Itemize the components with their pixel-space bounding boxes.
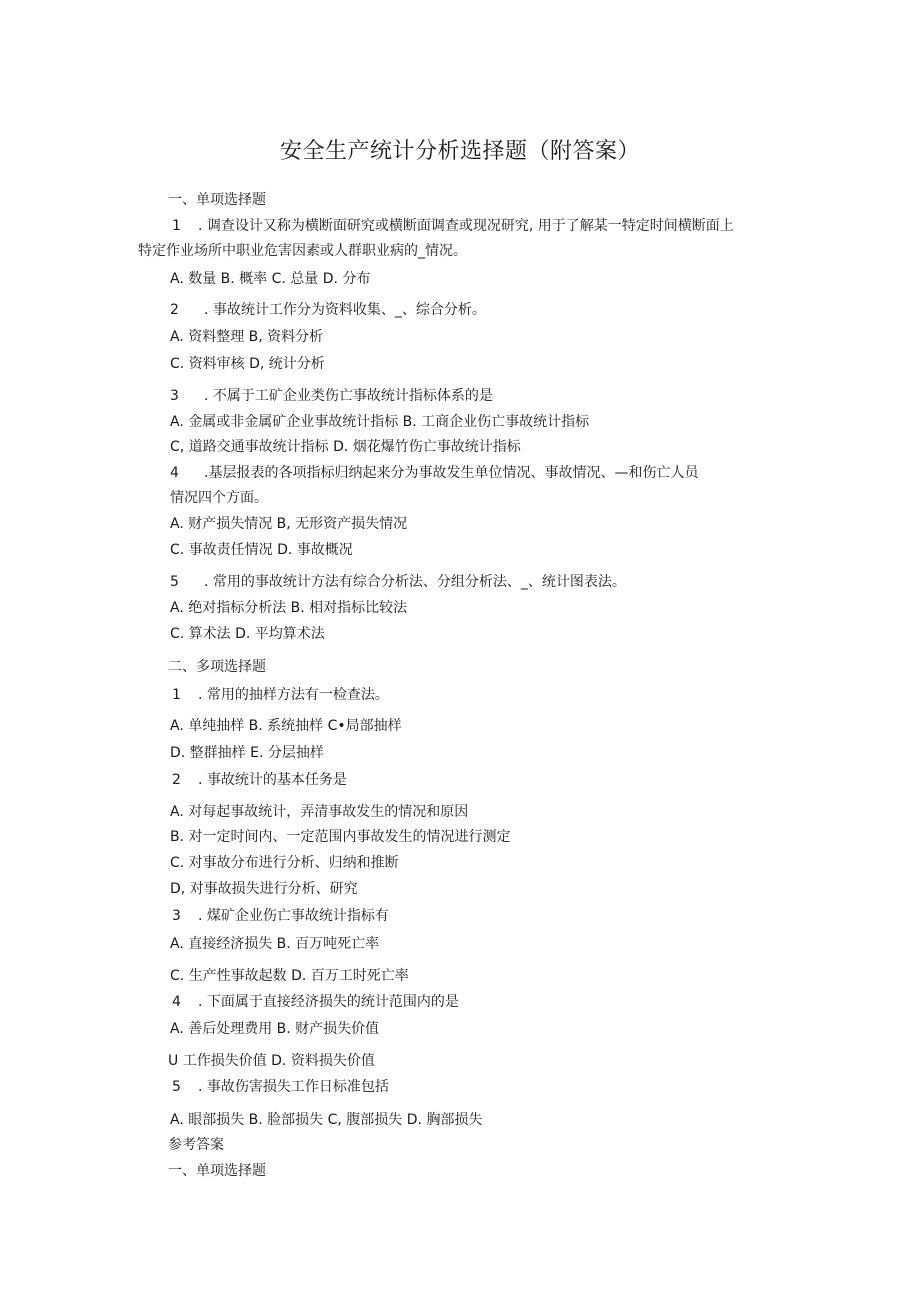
- question-text: [170, 464, 698, 482]
- question-text: [170, 387, 493, 405]
- question-options: C. 事故责任情况 D. 事故概况: [170, 542, 353, 558]
- question-text: [172, 907, 389, 925]
- question-options: B. 对一定时间内、一定范围内事故发生的情况进行测定: [170, 829, 511, 845]
- question-options: C. 对事故分布进行分析、归纳和推断: [170, 855, 399, 871]
- question-line: . 常用的事故统计方法有综合分析法、分组分析法、_、统计图表法。: [204, 574, 626, 590]
- question-line: .基层报表的各项指标归纳起来分为事故发生单位情况、事故情况、—和伤亡人员: [204, 465, 699, 481]
- question-options: A. 单纯抽样 B. 系统抽样 C•局部抽样: [170, 718, 402, 734]
- question-line: . 事故统计工作分为资料收集、_、综合分析。: [204, 302, 486, 318]
- question-line: . 常用的抽样方法有一检查法。: [198, 687, 389, 703]
- question-number: 2: [172, 772, 181, 788]
- section-heading-single-choice: 一、单项选择题: [168, 192, 266, 208]
- question-options: A. 金属或非金属矿企业事故统计指标 B. 工商企业伤亡事故统计指标: [170, 414, 590, 430]
- question-number: 1: [172, 218, 181, 234]
- question-text: [172, 217, 734, 235]
- answers-section-heading: 一、单项选择题: [168, 1163, 266, 1179]
- question-options: C. 资料审核 D, 统计分析: [170, 356, 325, 372]
- question-text: [172, 771, 347, 789]
- question-options: D, 对事故损失进行分析、研究: [170, 881, 358, 897]
- question-text: [172, 1078, 389, 1096]
- question-options: A. 数量 B. 概率 C. 总量 D. 分布: [170, 271, 371, 287]
- section-heading-multiple-choice: 二、多项选择题: [168, 659, 266, 675]
- question-options: U 工作损失价值 D. 资料损失价值: [168, 1053, 375, 1069]
- question-number: 5: [170, 574, 179, 590]
- answers-heading: 参考答案: [168, 1137, 224, 1153]
- question-number: 5: [172, 1079, 181, 1095]
- question-options: A. 对每起事故统计，弄清事故发生的情况和原因: [170, 804, 469, 820]
- question-options: A. 眼部损失 B. 脸部损失 C, 腹部损失 D. 胸部损失: [170, 1112, 483, 1128]
- question-number: 2: [170, 302, 179, 318]
- question-number: 4: [170, 465, 179, 481]
- question-number: 1: [172, 687, 181, 703]
- question-line: . 调查设计又称为横断面研究或横断面调查或现况研究, 用于了解某一特定时间横断面上: [198, 218, 734, 234]
- question-options: C, 道路交通事故统计指标 D. 烟花爆竹伤亡事故统计指标: [170, 439, 521, 455]
- question-line: . 事故伤害损失工作日标准包括: [198, 1079, 389, 1095]
- question-options: A. 绝对指标分析法 B. 相对指标比较法: [170, 600, 408, 616]
- question-line: 情况四个方面。: [170, 490, 268, 506]
- question-text: [170, 301, 486, 319]
- question-options: A. 资料整理 B, 资料分析: [170, 329, 324, 345]
- question-line: 特定作业场所中职业危害因素或人群职业病的_情况。: [138, 243, 467, 259]
- question-line: . 煤矿企业伤亡事故统计指标有: [198, 908, 389, 924]
- question-options: A. 善后处理费用 B. 财产损失价值: [170, 1021, 380, 1037]
- question-options: A. 财产损失情况 B, 无形资产损失情况: [170, 516, 408, 532]
- question-options: D. 整群抽样 E. 分层抽样: [170, 745, 324, 761]
- question-options: A. 直接经济损失 B. 百万吨死亡率: [170, 936, 380, 952]
- question-text: [172, 686, 389, 704]
- question-number: 4: [172, 994, 181, 1010]
- document-title: 安全生产统计分析选择题（附答案）: [279, 139, 640, 164]
- question-number: 3: [170, 388, 179, 404]
- question-line: . 事故统计的基本任务是: [198, 772, 347, 788]
- question-options: C. 算术法 D. 平均算术法: [170, 626, 325, 642]
- question-options: C. 生产性事故起数 D. 百万工时死亡率: [170, 968, 409, 984]
- question-text: [170, 573, 626, 591]
- question-line: . 不属于工矿企业类伤亡事故统计指标体系的是: [204, 388, 493, 404]
- question-number: 3: [172, 908, 181, 924]
- question-text: [172, 993, 459, 1011]
- question-line: . 下面属于直接经济损失的统计范围内的是: [198, 994, 459, 1010]
